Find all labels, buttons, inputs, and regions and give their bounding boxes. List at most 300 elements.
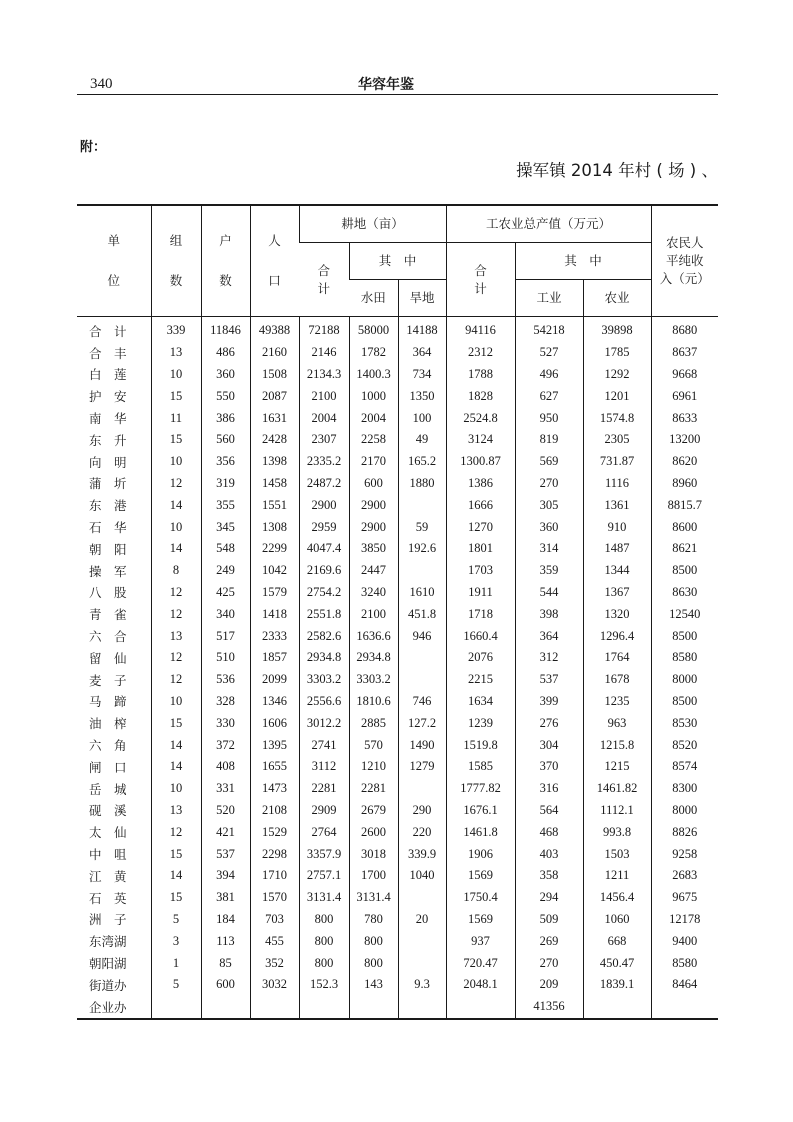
table-row	[77, 342, 718, 364]
cell-agriculture: 1367	[583, 582, 651, 604]
header-groups-top: 组	[169, 233, 183, 248]
cell-farmland-total: 2900	[299, 494, 349, 516]
cell-groups: 5	[151, 974, 201, 996]
cell-households: 600	[201, 974, 250, 996]
cell-unit: 操 军	[89, 563, 127, 579]
cell-income: 8500	[651, 625, 718, 647]
cell-output-total: 1461.8	[446, 821, 515, 843]
cell-dryland	[398, 647, 446, 669]
cell-output-total: 1660.4	[446, 625, 515, 647]
cell-population: 455	[250, 930, 299, 952]
cell-unit: 太 仙	[89, 825, 127, 841]
header-population-bottom: 口	[268, 273, 281, 288]
cell-agriculture: 993.8	[583, 821, 651, 843]
cell-output-total: 1750.4	[446, 887, 515, 909]
cell-population: 3032	[250, 974, 299, 996]
table-row	[77, 952, 718, 974]
header-farmland: 耕地（亩）	[299, 205, 446, 243]
cell-agriculture: 1344	[583, 560, 651, 582]
cell-farmland-total: 3012.2	[299, 712, 349, 734]
cell-agriculture: 1574.8	[583, 407, 651, 429]
cell-industry: 527	[515, 342, 583, 364]
cell-population: 2108	[250, 800, 299, 822]
cell-unit: 马 蹄	[89, 694, 127, 710]
cell-output-total: 2076	[446, 647, 515, 669]
cell-industry: 269	[515, 930, 583, 952]
cell-paddy: 3850	[349, 538, 398, 560]
cell-farmland-total: 2100	[299, 385, 349, 407]
cell-output-total: 1703	[446, 560, 515, 582]
cell-paddy: 2600	[349, 821, 398, 843]
cell-paddy: 1782	[349, 342, 398, 364]
cell-output-total: 1828	[446, 385, 515, 407]
header-rule	[77, 94, 718, 95]
cell-income: 8815.7	[651, 494, 718, 516]
cell-unit: 合 计	[89, 323, 127, 339]
cell-paddy: 570	[349, 734, 398, 756]
table-row	[77, 451, 718, 473]
cell-groups: 10	[151, 516, 201, 538]
cell-farmland-total: 3303.2	[299, 669, 349, 691]
cell-agriculture: 1292	[583, 364, 651, 386]
cell-dryland: 451.8	[398, 603, 446, 625]
cell-paddy: 800	[349, 930, 398, 952]
cell-population: 2428	[250, 429, 299, 451]
table-row	[77, 625, 718, 647]
cell-paddy: 2258	[349, 429, 398, 451]
cell-industry: 564	[515, 800, 583, 822]
cell-groups: 1	[151, 952, 201, 974]
cell-population: 1857	[250, 647, 299, 669]
cell-dryland: 49	[398, 429, 446, 451]
cell-households: 408	[201, 756, 250, 778]
cell-paddy: 58000	[349, 317, 398, 342]
cell-dryland	[398, 560, 446, 582]
cell-farmland-total: 2551.8	[299, 603, 349, 625]
cell-households: 345	[201, 516, 250, 538]
cell-industry: 276	[515, 712, 583, 734]
cell-population: 1606	[250, 712, 299, 734]
table-row	[77, 930, 718, 952]
cell-households: 548	[201, 538, 250, 560]
cell-households: 520	[201, 800, 250, 822]
cell-farmland-total: 2281	[299, 778, 349, 800]
cell-output-total: 1718	[446, 603, 515, 625]
cell-population: 1570	[250, 887, 299, 909]
table-title: 操军镇 2014 年村 ( 场 ) 、	[516, 161, 718, 180]
cell-farmland-total: 72188	[299, 317, 349, 342]
cell-unit: 石 英	[89, 890, 127, 906]
cell-groups: 10	[151, 364, 201, 386]
cell-income: 8300	[651, 778, 718, 800]
table-row	[77, 887, 718, 909]
cell-groups: 13	[151, 342, 201, 364]
cell-paddy: 3131.4	[349, 887, 398, 909]
cell-agriculture: 1060	[583, 909, 651, 931]
cell-industry: 569	[515, 451, 583, 473]
cell-groups: 12	[151, 821, 201, 843]
cell-groups: 12	[151, 603, 201, 625]
cell-agriculture: 963	[583, 712, 651, 734]
table-row	[77, 603, 718, 625]
cell-unit: 白 莲	[89, 367, 127, 383]
cell-population: 2299	[250, 538, 299, 560]
cell-population: 703	[250, 909, 299, 931]
table-body	[77, 317, 718, 1019]
cell-agriculture: 1320	[583, 603, 651, 625]
cell-groups: 15	[151, 887, 201, 909]
cell-output-total: 1569	[446, 909, 515, 931]
cell-population	[250, 996, 299, 1019]
cell-industry: 304	[515, 734, 583, 756]
cell-industry: 358	[515, 865, 583, 887]
cell-industry: 270	[515, 952, 583, 974]
cell-dryland: 734	[398, 364, 446, 386]
cell-population: 1398	[250, 451, 299, 473]
cell-groups: 3	[151, 930, 201, 952]
cell-dryland: 946	[398, 625, 446, 647]
cell-agriculture: 1215.8	[583, 734, 651, 756]
cell-households: 381	[201, 887, 250, 909]
cell-agriculture: 1678	[583, 669, 651, 691]
cell-paddy: 3303.2	[349, 669, 398, 691]
header-farmland-total-bottom: 计	[317, 280, 330, 296]
cell-industry: 537	[515, 669, 583, 691]
cell-unit: 六 角	[89, 738, 127, 754]
header-output-total	[446, 243, 515, 317]
cell-groups: 15	[151, 843, 201, 865]
cell-industry: 316	[515, 778, 583, 800]
cell-unit: 企业办	[77, 996, 151, 1019]
cell-groups: 12	[151, 473, 201, 495]
cell-unit: 六 合	[89, 629, 127, 645]
cell-dryland: 1279	[398, 756, 446, 778]
cell-output-total: 94116	[446, 317, 515, 342]
header-income-line1: 农民人	[666, 235, 704, 250]
cell-agriculture: 1456.4	[583, 887, 651, 909]
cell-farmland-total: 4047.4	[299, 538, 349, 560]
cell-population: 1631	[250, 407, 299, 429]
cell-paddy: 800	[349, 952, 398, 974]
cell-farmland-total: 3131.4	[299, 887, 349, 909]
cell-income: 8574	[651, 756, 718, 778]
cell-farmland-total: 2335.2	[299, 451, 349, 473]
cell-agriculture: 1116	[583, 473, 651, 495]
cell-farmland-total: 3112	[299, 756, 349, 778]
cell-paddy: 1400.3	[349, 364, 398, 386]
cell-industry: 403	[515, 843, 583, 865]
cell-agriculture: 910	[583, 516, 651, 538]
cell-households: 328	[201, 691, 250, 713]
cell-output-total: 2215	[446, 669, 515, 691]
cell-dryland: 192.6	[398, 538, 446, 560]
cell-industry: 305	[515, 494, 583, 516]
header-income	[651, 205, 718, 317]
cell-farmland-total: 2934.8	[299, 647, 349, 669]
cell-output-total: 1788	[446, 364, 515, 386]
cell-unit: 东湾湖	[89, 934, 127, 950]
table-row	[77, 473, 718, 495]
header-output-among: 其 中	[515, 243, 651, 280]
cell-output-total: 2312	[446, 342, 515, 364]
cell-agriculture: 1201	[583, 385, 651, 407]
page-number: 340	[90, 76, 113, 92]
table-row	[77, 974, 718, 996]
cell-paddy: 2900	[349, 494, 398, 516]
cell-industry: 270	[515, 473, 583, 495]
cell-industry: 314	[515, 538, 583, 560]
cell-paddy: 600	[349, 473, 398, 495]
cell-agriculture: 1361	[583, 494, 651, 516]
header-income-line2: 平纯收	[666, 253, 704, 268]
cell-agriculture: 2305	[583, 429, 651, 451]
cell-groups: 10	[151, 691, 201, 713]
cell-income: 8960	[651, 473, 718, 495]
cell-paddy: 3018	[349, 843, 398, 865]
cell-groups: 5	[151, 909, 201, 931]
table-row	[77, 560, 718, 582]
cell-farmland-total	[299, 996, 349, 1019]
cell-income: 8637	[651, 342, 718, 364]
table-row	[77, 385, 718, 407]
header-dryland: 旱地	[398, 280, 446, 317]
cell-groups: 14	[151, 756, 201, 778]
cell-dryland: 220	[398, 821, 446, 843]
cell-groups: 14	[151, 734, 201, 756]
cell-farmland-total: 2764	[299, 821, 349, 843]
cell-paddy: 2170	[349, 451, 398, 473]
cell-population: 2298	[250, 843, 299, 865]
cell-paddy: 2679	[349, 800, 398, 822]
village-statistics-table	[77, 204, 718, 1020]
cell-income: 8000	[651, 669, 718, 691]
cell-dryland: 127.2	[398, 712, 446, 734]
cell-agriculture	[583, 996, 651, 1019]
cell-unit: 麦 子	[89, 672, 127, 688]
cell-groups: 11	[151, 407, 201, 429]
cell-unit: 蒲 圻	[89, 476, 127, 492]
cell-industry: 398	[515, 603, 583, 625]
cell-paddy: 2100	[349, 603, 398, 625]
cell-farmland-total: 2959	[299, 516, 349, 538]
cell-industry: 41356	[515, 996, 583, 1019]
table-row	[77, 494, 718, 516]
cell-households: 360	[201, 364, 250, 386]
cell-farmland-total: 2146	[299, 342, 349, 364]
cell-industry: 509	[515, 909, 583, 931]
cell-groups: 10	[151, 778, 201, 800]
table-row	[77, 756, 718, 778]
cell-dryland: 165.2	[398, 451, 446, 473]
table-row	[77, 516, 718, 538]
cell-income: 9675	[651, 887, 718, 909]
cell-dryland: 339.9	[398, 843, 446, 865]
cell-output-total: 1777.82	[446, 778, 515, 800]
cell-groups: 13	[151, 625, 201, 647]
cell-paddy: 1000	[349, 385, 398, 407]
cell-farmland-total: 2741	[299, 734, 349, 756]
cell-agriculture: 1839.1	[583, 974, 651, 996]
cell-households: 356	[201, 451, 250, 473]
cell-output-total: 937	[446, 930, 515, 952]
cell-groups: 14	[151, 494, 201, 516]
cell-unit: 青 雀	[89, 607, 127, 623]
cell-households: 550	[201, 385, 250, 407]
table-row	[77, 865, 718, 887]
cell-households: 113	[201, 930, 250, 952]
header-unit	[77, 205, 151, 317]
cell-output-total: 1300.87	[446, 451, 515, 473]
cell-dryland: 1040	[398, 865, 446, 887]
header-population	[250, 205, 299, 317]
cell-industry: 819	[515, 429, 583, 451]
cell-income: 8680	[651, 317, 718, 342]
cell-industry: 370	[515, 756, 583, 778]
cell-output-total: 1911	[446, 582, 515, 604]
cell-population: 352	[250, 952, 299, 974]
cell-income: 8621	[651, 538, 718, 560]
cell-households: 85	[201, 952, 250, 974]
cell-dryland: 1610	[398, 582, 446, 604]
appendix-label: 附：	[80, 140, 107, 155]
cell-agriculture: 1487	[583, 538, 651, 560]
cell-output-total: 1906	[446, 843, 515, 865]
cell-dryland	[398, 778, 446, 800]
cell-industry: 209	[515, 974, 583, 996]
cell-groups: 13	[151, 800, 201, 822]
cell-dryland: 1490	[398, 734, 446, 756]
cell-industry: 468	[515, 821, 583, 843]
cell-income: 9258	[651, 843, 718, 865]
cell-unit: 中 咀	[89, 847, 127, 863]
cell-households: 340	[201, 603, 250, 625]
cell-income: 13200	[651, 429, 718, 451]
cell-households: 249	[201, 560, 250, 582]
cell-paddy: 2281	[349, 778, 398, 800]
cell-farmland-total: 2004	[299, 407, 349, 429]
cell-dryland: 290	[398, 800, 446, 822]
cell-unit: 朝 阳	[89, 541, 127, 557]
cell-population: 2333	[250, 625, 299, 647]
cell-dryland: 364	[398, 342, 446, 364]
cell-farmland-total: 2582.6	[299, 625, 349, 647]
cell-income: 8464	[651, 974, 718, 996]
cell-unit: 留 仙	[89, 650, 127, 666]
cell-paddy: 1210	[349, 756, 398, 778]
cell-households: 319	[201, 473, 250, 495]
cell-population: 1473	[250, 778, 299, 800]
header-population-top: 人	[268, 233, 281, 248]
cell-households: 394	[201, 865, 250, 887]
cell-income: 8600	[651, 516, 718, 538]
table-row	[77, 582, 718, 604]
cell-industry: 359	[515, 560, 583, 582]
cell-households: 11846	[201, 317, 250, 342]
cell-output-total: 2524.8	[446, 407, 515, 429]
cell-paddy: 2004	[349, 407, 398, 429]
cell-households: 536	[201, 669, 250, 691]
cell-income: 6961	[651, 385, 718, 407]
cell-groups: 14	[151, 865, 201, 887]
cell-dryland: 20	[398, 909, 446, 931]
cell-farmland-total: 2307	[299, 429, 349, 451]
table-row	[77, 821, 718, 843]
cell-population: 1508	[250, 364, 299, 386]
cell-industry: 496	[515, 364, 583, 386]
cell-unit: 洲 子	[89, 912, 127, 928]
cell-dryland: 1350	[398, 385, 446, 407]
cell-income: 8530	[651, 712, 718, 734]
cell-population: 1655	[250, 756, 299, 778]
cell-industry: 627	[515, 385, 583, 407]
cell-dryland: 14188	[398, 317, 446, 342]
header-agriculture: 农业	[583, 280, 651, 317]
cell-dryland	[398, 930, 446, 952]
cell-farmland-total: 3357.9	[299, 843, 349, 865]
cell-paddy: 1636.6	[349, 625, 398, 647]
header-output-total-top: 合	[474, 262, 487, 278]
cell-households: 425	[201, 582, 250, 604]
cell-groups	[151, 996, 201, 1019]
cell-agriculture: 1296.4	[583, 625, 651, 647]
cell-output-total: 1666	[446, 494, 515, 516]
cell-farmland-total: 2757.1	[299, 865, 349, 887]
cell-farmland-total: 2169.6	[299, 560, 349, 582]
cell-agriculture: 450.47	[583, 952, 651, 974]
cell-households: 184	[201, 909, 250, 931]
cell-unit: 油 榨	[89, 716, 127, 732]
cell-paddy: 2447	[349, 560, 398, 582]
cell-output-total: 1634	[446, 691, 515, 713]
cell-population: 1710	[250, 865, 299, 887]
table-row	[77, 712, 718, 734]
cell-groups: 15	[151, 712, 201, 734]
cell-households: 330	[201, 712, 250, 734]
cell-households: 517	[201, 625, 250, 647]
cell-households: 386	[201, 407, 250, 429]
cell-output-total: 1585	[446, 756, 515, 778]
cell-groups: 8	[151, 560, 201, 582]
cell-households: 331	[201, 778, 250, 800]
cell-agriculture: 1112.1	[583, 800, 651, 822]
cell-agriculture: 1503	[583, 843, 651, 865]
cell-farmland-total: 2754.2	[299, 582, 349, 604]
cell-paddy	[349, 996, 398, 1019]
cell-population: 1418	[250, 603, 299, 625]
cell-output-total: 720.47	[446, 952, 515, 974]
cell-unit: 八 股	[89, 585, 127, 601]
cell-unit: 向 明	[89, 454, 127, 470]
cell-income: 8620	[651, 451, 718, 473]
cell-dryland: 9.3	[398, 974, 446, 996]
cell-households: 510	[201, 647, 250, 669]
cell-population: 1308	[250, 516, 299, 538]
cell-households: 355	[201, 494, 250, 516]
cell-population: 49388	[250, 317, 299, 342]
cell-paddy: 780	[349, 909, 398, 931]
cell-income: 12178	[651, 909, 718, 931]
header-farmland-total	[299, 243, 349, 317]
table-row	[77, 538, 718, 560]
cell-dryland	[398, 887, 446, 909]
header-unit-bottom: 位	[107, 273, 120, 288]
cell-output-total: 1270	[446, 516, 515, 538]
cell-agriculture: 39898	[583, 317, 651, 342]
cell-dryland	[398, 952, 446, 974]
cell-paddy: 2885	[349, 712, 398, 734]
cell-agriculture: 1461.82	[583, 778, 651, 800]
table-row	[77, 317, 718, 342]
